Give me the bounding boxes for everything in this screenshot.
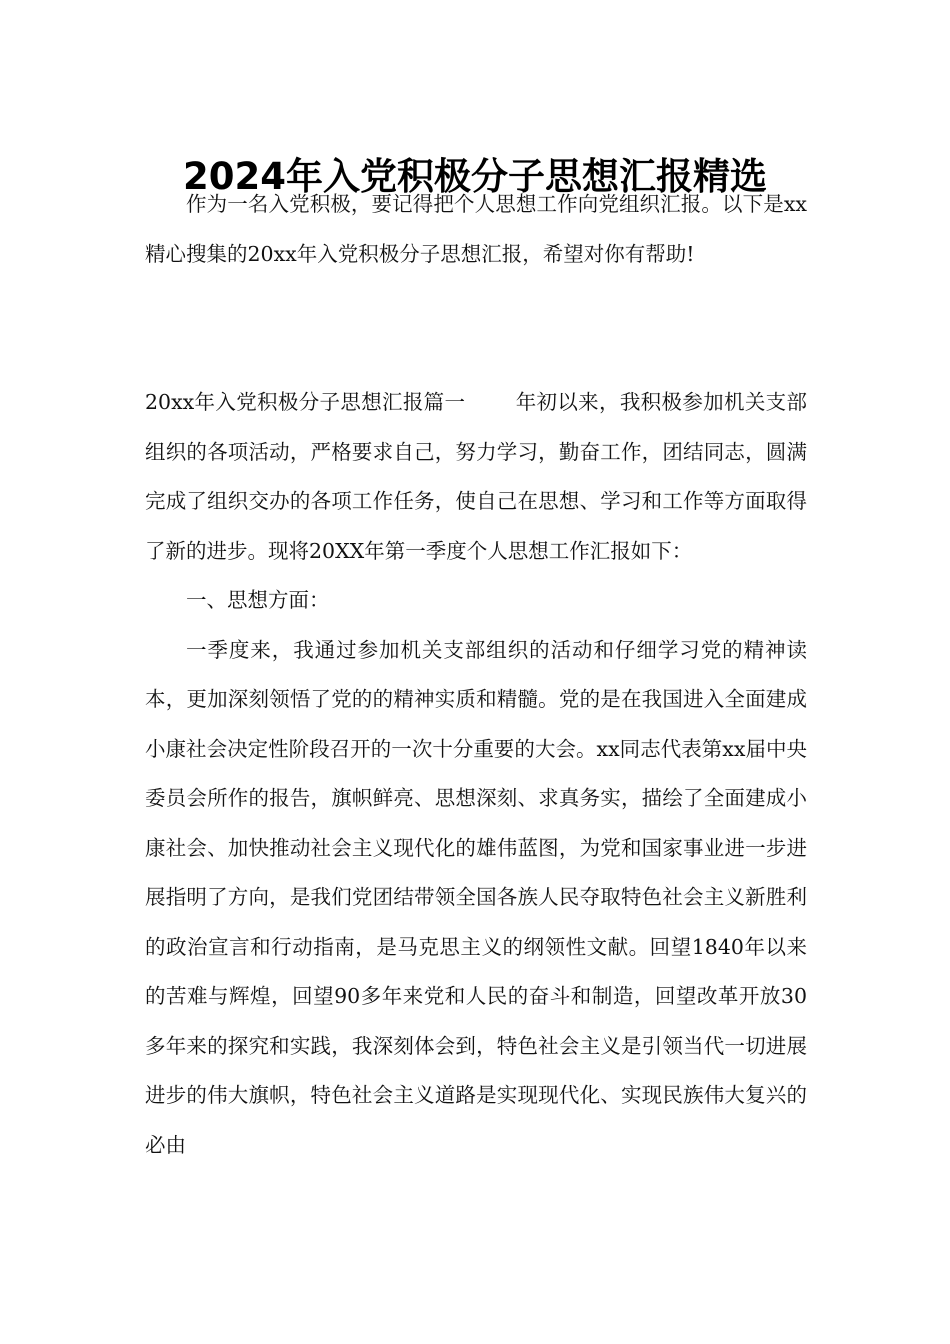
intro-paragraph: 作为一名入党积极，要记得把个人思想工作向党组织汇报。以下是xx精心搜集的20xx年入党积极分子思想汇报，希望对你有帮助! xyxy=(145,192,807,266)
paragraph-gap xyxy=(145,279,807,378)
subheading-thought: 一、思想方面： xyxy=(186,588,330,612)
section-text: 年初以来，我积极参加机关支部组织的各项活动，严格要求自己，努力学习，勤奋工作，团结同志，圆满完成了组织交办的各项工作任务，使自己在思想、学习和工作等方面取得了新的进步。现将20XX年第一季度个人思想工作汇报如下： xyxy=(145,390,807,563)
document-title: 2024年入党积极分子思想汇报精选 xyxy=(183,154,767,198)
section-paragraph xyxy=(145,378,807,576)
body-paragraph: 一季度来，我通过参加机关支部组织的活动和仔细学习党的精神读本，更加深刻领悟了党的的精神实质和精髓。党的是在我国进入全面建成小康社会决定性阶段召开的一次十分重要的大会。xx同志代表第xx届中央委员会所作的报告，旗帜鲜亮、思想深刻、求真务实，描绘了全面建成小康社会、加快推动社会主义现代化的雄伟蓝图，为党和国家事业进一步进展指明了方向，是我们党团结带领全国各族人民夺取特色社会主义新胜利的政治宣言和行动指南，是马克思主义的纲领性文献。回望1840年以来的苦难与辉煌，回望90多年来党和人民的奋斗和制造，回望改革开放30多年来的探究和实践，我深刻体会到，特色社会主义是引领当代一切进展进步的伟大旗帜，特色社会主义道路是实现现代化、实现民族伟大复兴的必由 xyxy=(145,637,807,1157)
document-body xyxy=(145,180,807,1170)
section-heading: 20xx年入党积极分子思想汇报篇一 xyxy=(145,390,466,414)
